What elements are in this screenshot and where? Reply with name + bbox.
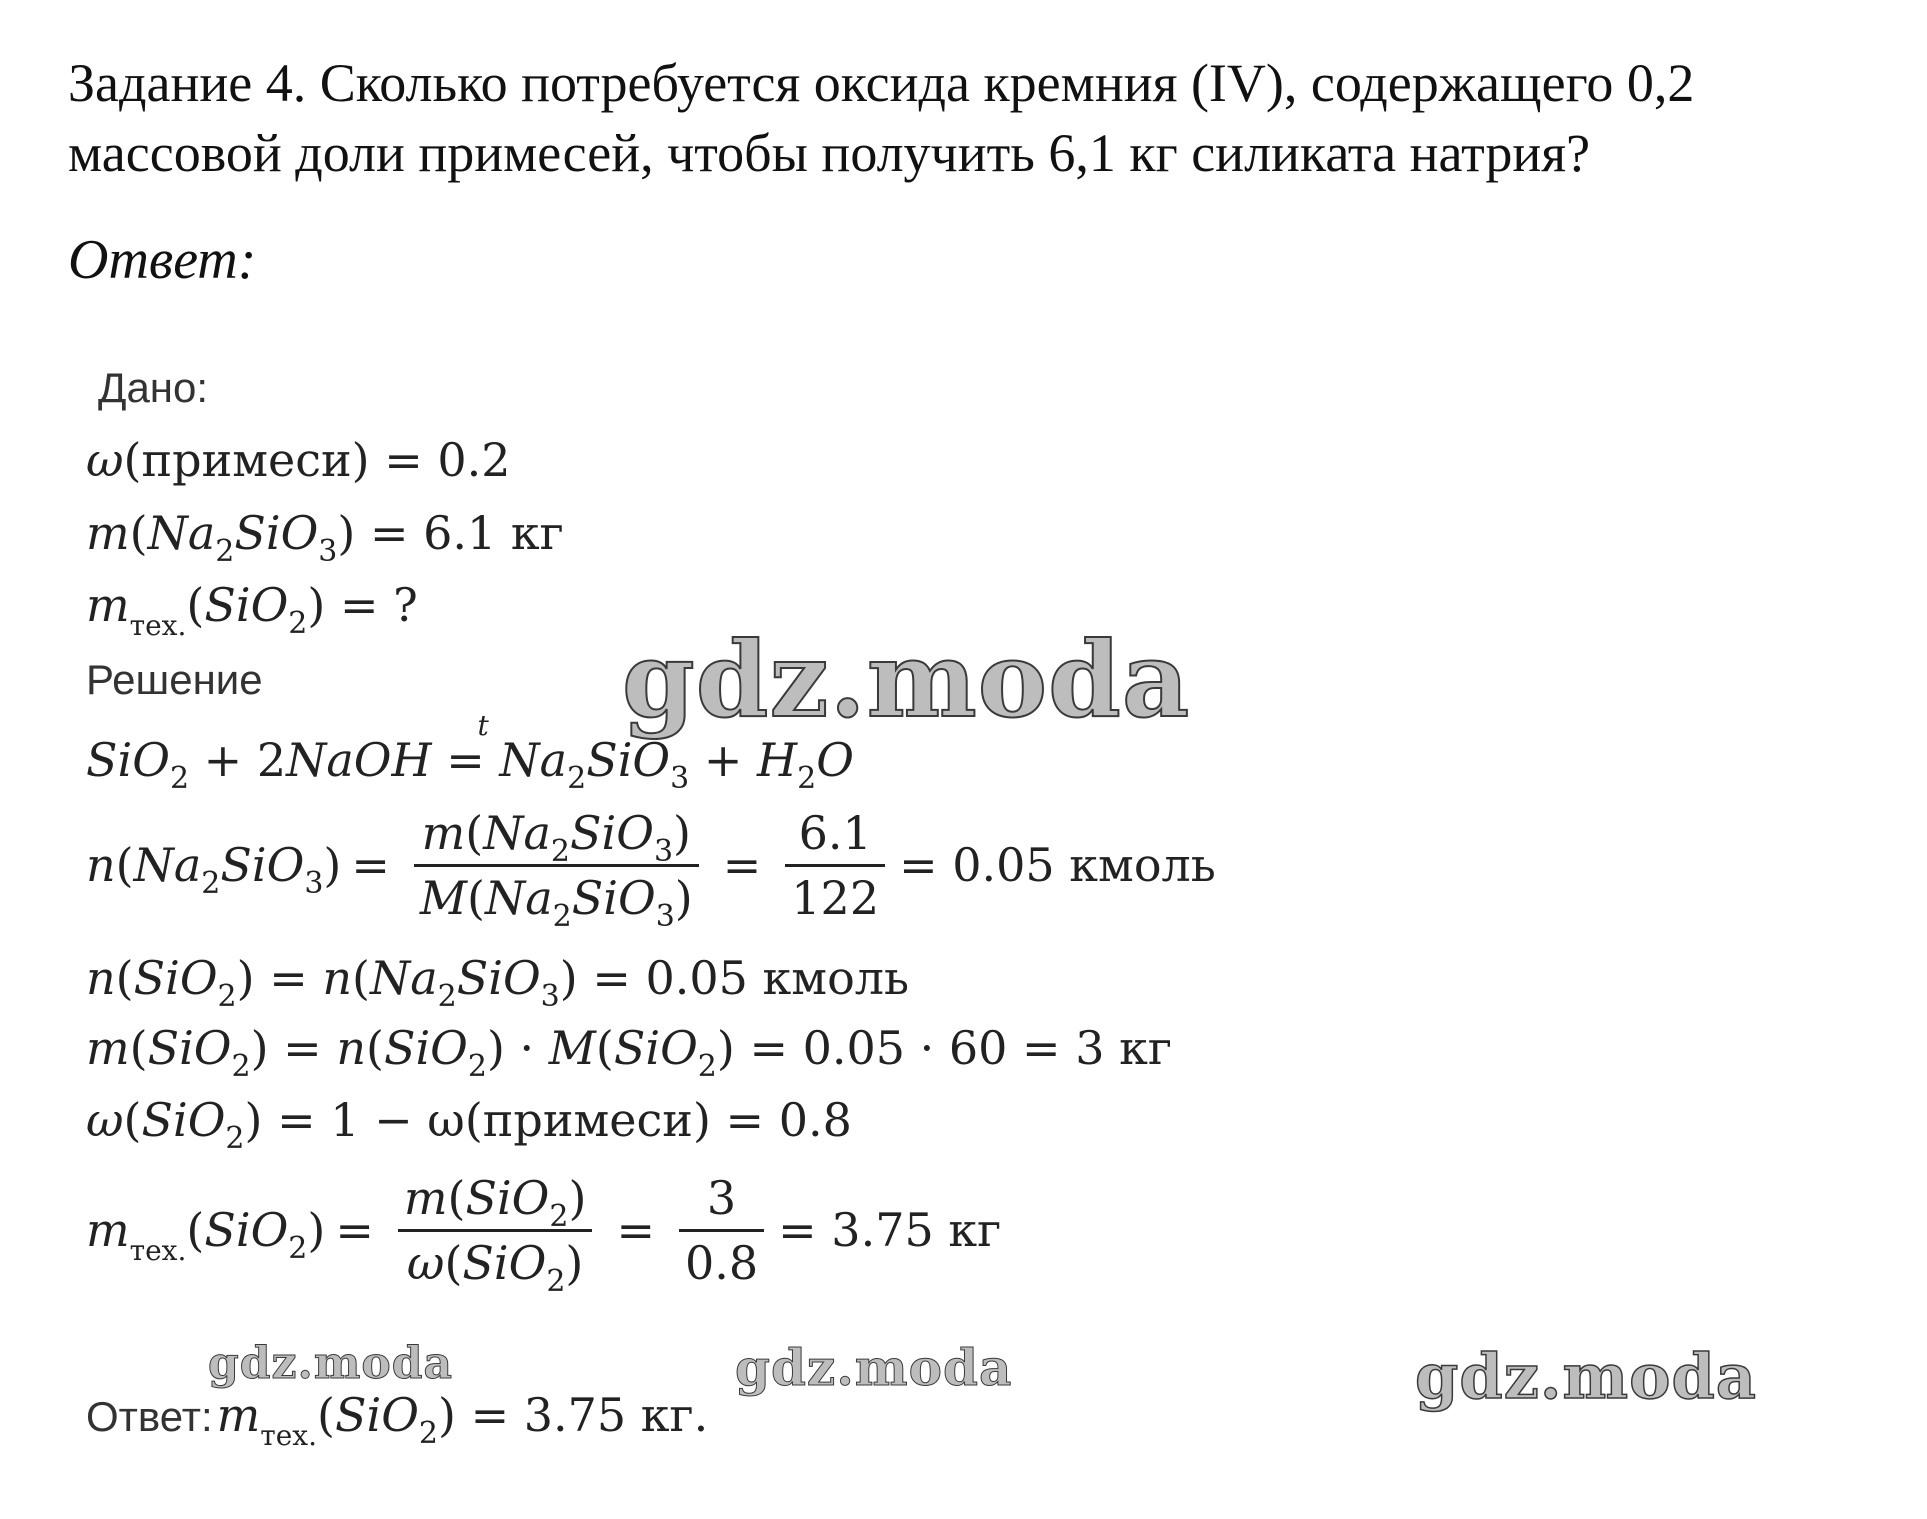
n-na2sio3-result: = 0.05 кмоль xyxy=(899,838,1216,892)
fraction-values xyxy=(785,804,885,927)
fraction-m-over-omega: $\frac{m(SiO_2)}{\omega(SiO_2)}$ xyxy=(398,1169,593,1292)
tech-subscript: тех. xyxy=(129,609,187,642)
m-sio2-equation: m(SiO$_2$) = n(SiO$_2$) · M(SiO$_2$) = 0.05 · 60 = 3 кг xyxy=(86,1021,1172,1084)
fraction-mass-over-molar: $\frac{m(Na_2SiO_3)}{M(Na_2SiO_3)}$ xyxy=(414,804,699,927)
answer-heading: Ответ: xyxy=(68,229,257,291)
watermark-right: gdz.moda xyxy=(1415,1340,1757,1413)
omega-sio2-rhs-a: = 1 − ω xyxy=(277,1093,465,1147)
fraction-3-over-0-8 xyxy=(679,1169,764,1292)
given-label: Дано: xyxy=(98,364,209,411)
tech-subscript-2: тех. xyxy=(129,1234,187,1267)
numerator-6-1: 6.1 xyxy=(798,805,872,860)
impurity-word: (примеси) xyxy=(123,433,370,487)
watermark-small-left: gdz.moda xyxy=(208,1338,454,1389)
final-answer: Ответ: $m_{тех.}(SiO_2) = 3.75$ кг. xyxy=(86,1388,709,1452)
tech-subscript-3: тех. xyxy=(260,1419,318,1452)
m-sio2-calc: = 0.05 · 60 = 3 кг xyxy=(749,1021,1172,1075)
omega-impurity-value: = 0.2 xyxy=(384,433,511,487)
watermark-small-center: gdz.moda xyxy=(735,1338,1013,1397)
m-tech-result: = 3.75 кг xyxy=(778,1203,1002,1257)
n-sio2-result: = 0.05 кмоль xyxy=(592,951,910,1005)
denominator-0-8: 0.8 xyxy=(684,1235,759,1290)
omega-sio2-equation: ω(SiO$_2$) = 1 − ω(примеси) = 0.8 xyxy=(86,1093,852,1156)
watermark-large: gdz.moda xyxy=(622,618,1191,741)
m-tech-equation: $m_{тех.}(SiO_2)$ = $\frac{m(SiO_2)}{\omega(SiO_2)}$ = $\frac{3}{0.8}$ = 3.75 кг xyxy=(86,1170,1002,1299)
omega-symbol: ω xyxy=(86,433,124,487)
task-statement: Задание 4. Сколько потребуется оксида кремния (IV), содержащего 0,2 массовой доли примесей, чтобы получить 6,1 кг силиката натрия? xyxy=(68,53,1695,183)
final-answer-result: = 3.75 кг. xyxy=(470,1388,709,1442)
numerator-3: 3 xyxy=(706,1170,737,1225)
omega-sio2-word: (примеси) xyxy=(464,1093,711,1147)
reaction-equation: SiO$_2$ + 2NaOH = t $Na_2SiO_3 + H_2O$ xyxy=(86,730,854,790)
given-mass-tech: $m_{тех.}(SiO_2)$ = ? xyxy=(86,578,418,642)
mass-tech-unknown: = ? xyxy=(339,578,418,632)
mass-na2sio3-value: = 6.1 кг xyxy=(369,506,564,560)
given-mass-na2sio3: $m(Na_2SiO_3) = 6.1$ кг xyxy=(86,506,564,569)
denominator-122: 122 xyxy=(791,870,880,925)
given-omega-impurity xyxy=(86,430,511,490)
heat-mark: t xyxy=(477,709,489,742)
n-na2sio3-equation: $n(Na_2SiO_3)$ = $\frac{m(Na_2SiO_3)}{M(Na_2SiO_3)}$ = $\frac{6.1}{122}$ = 0.05 кмоль xyxy=(86,805,1216,934)
omega-sio2-rhs-b: = 0.8 xyxy=(725,1093,852,1147)
n-sio2-equation: $n(SiO_2) = n(Na_2SiO_3) = 0.05$ кмоль xyxy=(86,951,910,1014)
solution-label: Решение xyxy=(86,656,263,703)
final-answer-label: Ответ: xyxy=(86,1393,213,1440)
